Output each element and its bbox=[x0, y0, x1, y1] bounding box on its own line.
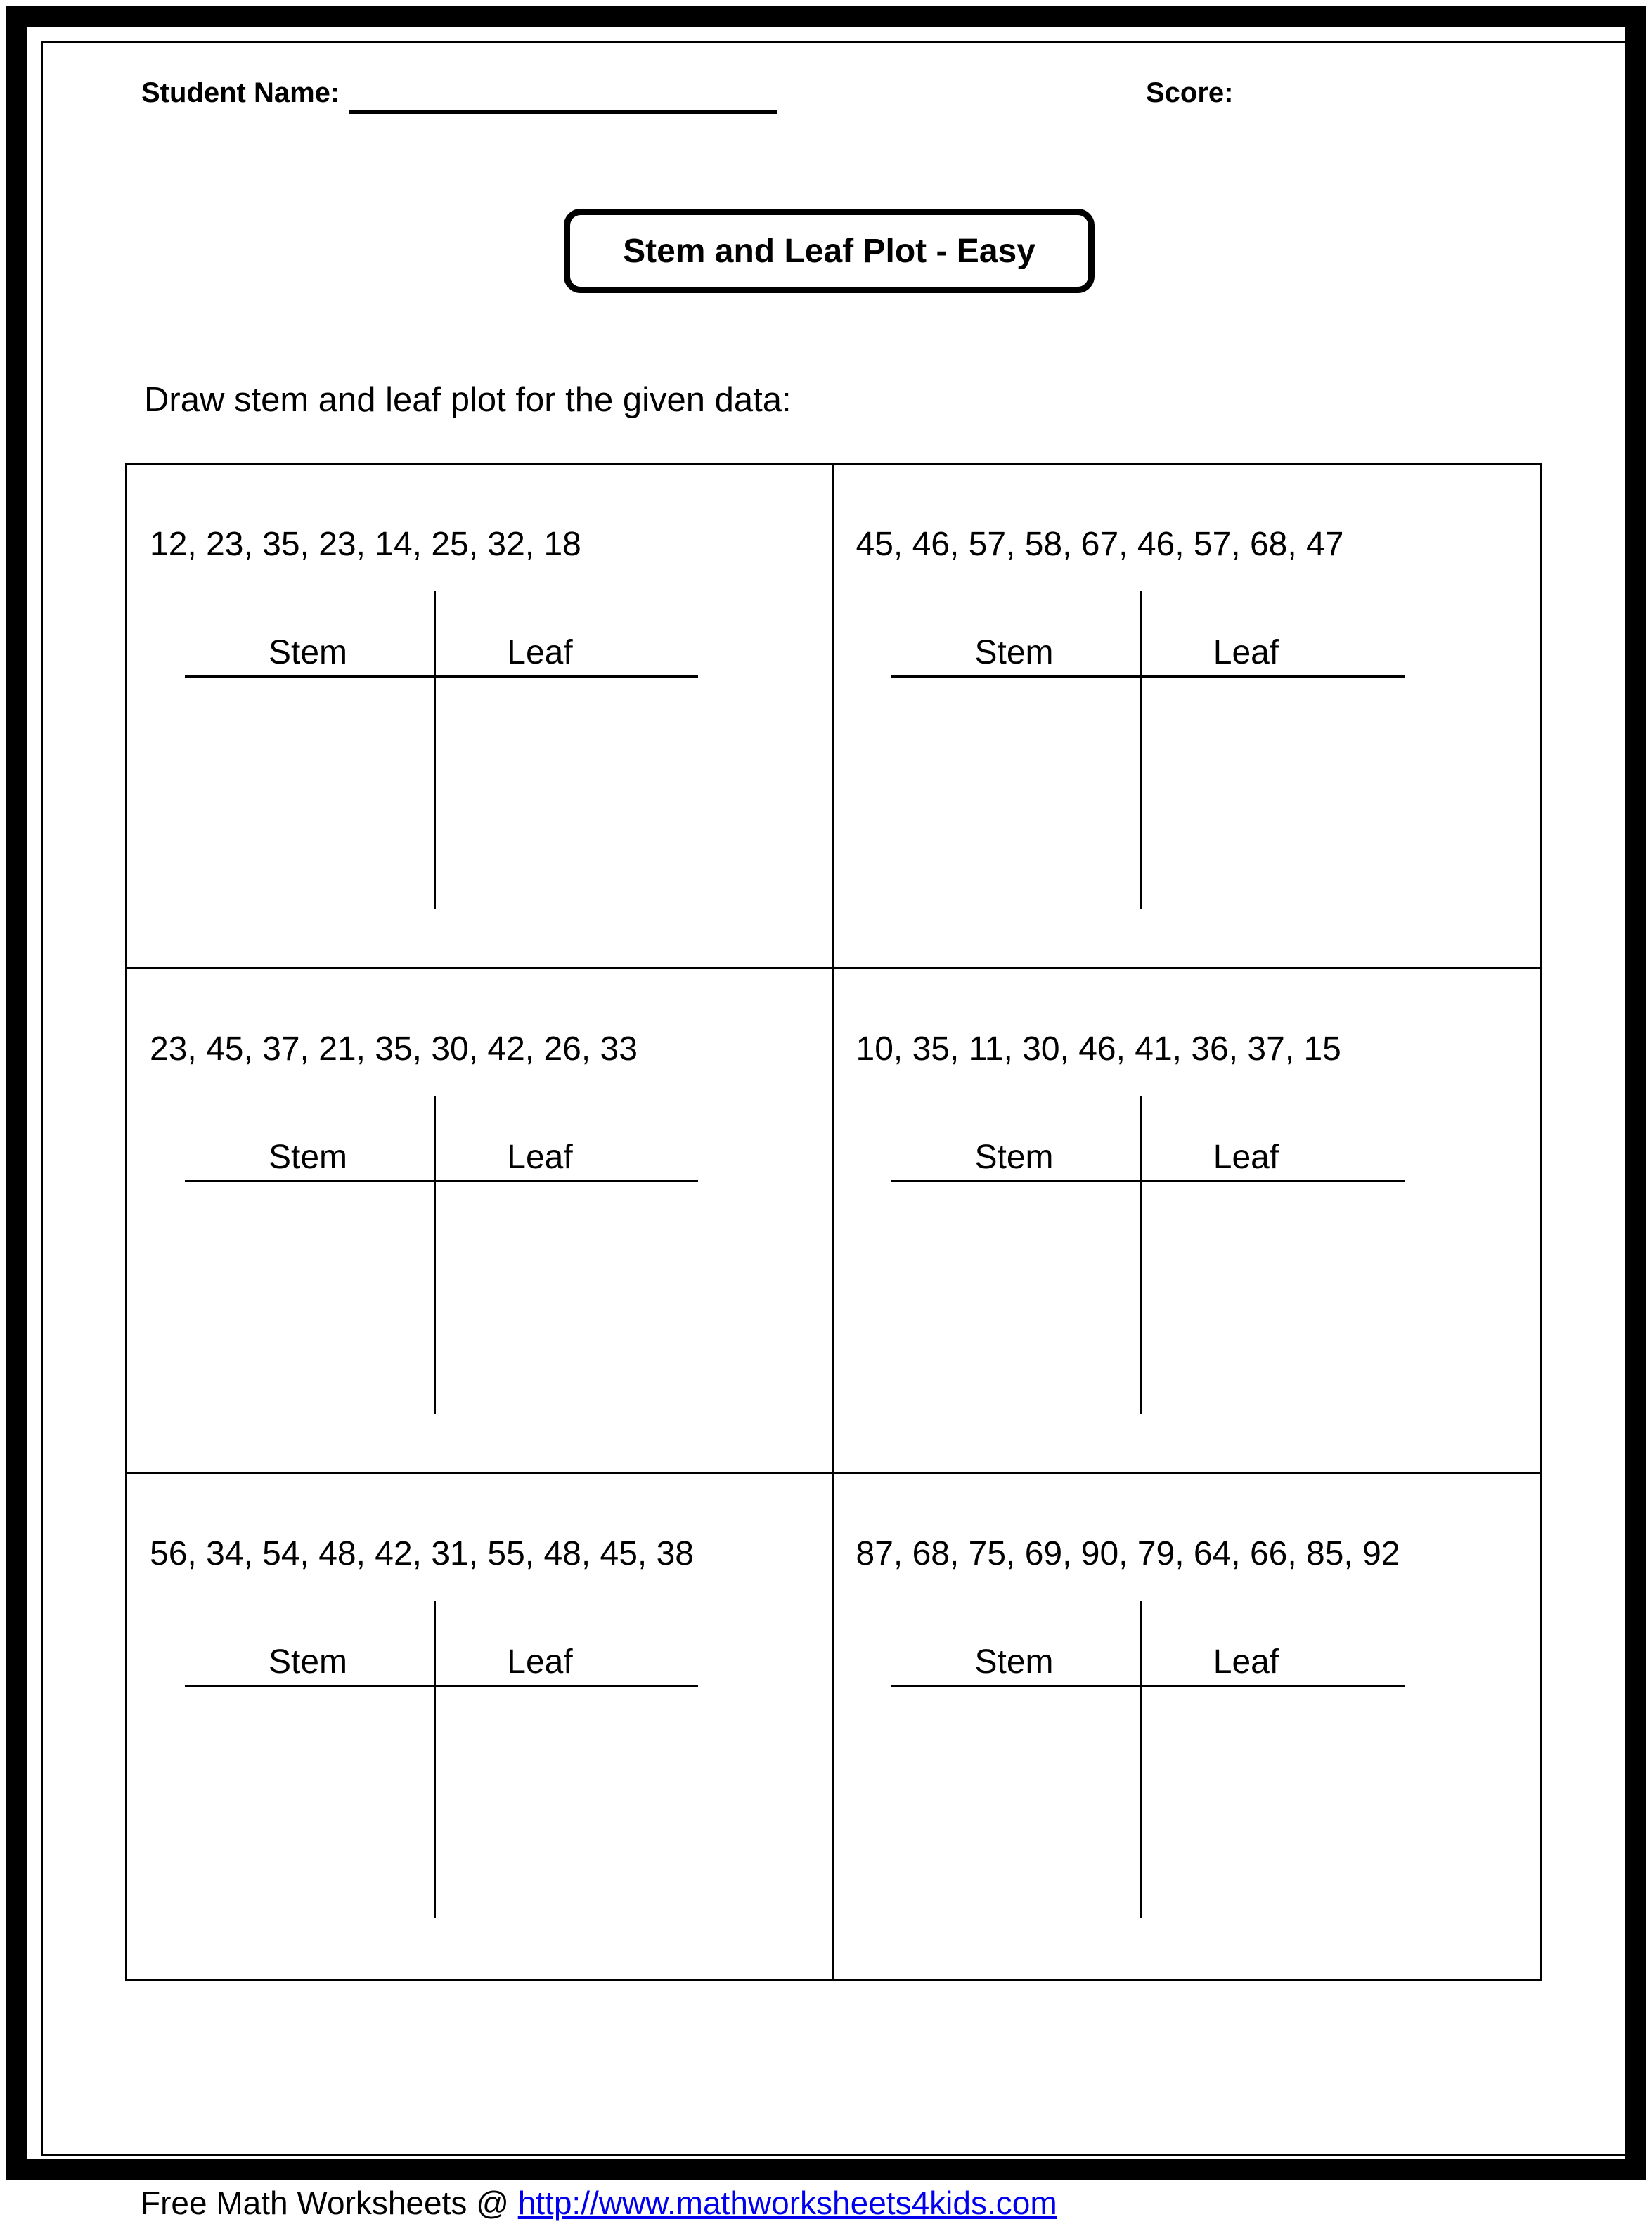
stem-column-label: Stem bbox=[974, 1643, 1054, 1681]
problem-data: 87, 68, 75, 69, 90, 79, 64, 66, 85, 92 bbox=[856, 1535, 1400, 1572]
stem-column-label: Stem bbox=[268, 1139, 348, 1176]
stem-leaf-header-line bbox=[891, 675, 1405, 678]
stem-leaf-chart bbox=[185, 1600, 698, 1918]
title-box bbox=[564, 209, 1095, 293]
stem-leaf-header-line bbox=[185, 1685, 698, 1687]
stem-leaf-chart bbox=[891, 1600, 1405, 1918]
student-name-label: Student Name: bbox=[141, 77, 340, 108]
problem-data: 12, 23, 35, 23, 14, 25, 32, 18 bbox=[150, 526, 581, 563]
leaf-column-label: Leaf bbox=[507, 634, 573, 671]
stem-leaf-chart bbox=[891, 1096, 1405, 1414]
problem-cell-1 bbox=[127, 465, 834, 969]
problems-grid bbox=[125, 463, 1542, 1981]
footer-credit bbox=[141, 2183, 1057, 2223]
leaf-column-label: Leaf bbox=[507, 1139, 573, 1176]
page-title: Stem and Leaf Plot - Easy bbox=[623, 232, 1035, 270]
stem-leaf-header-line bbox=[185, 1180, 698, 1182]
stem-leaf-header-line bbox=[891, 1180, 1405, 1182]
problem-cell-4 bbox=[834, 969, 1540, 1474]
stem-leaf-divider-line bbox=[434, 1600, 436, 1918]
stem-leaf-divider-line bbox=[1140, 591, 1142, 909]
problem-data: 23, 45, 37, 21, 35, 30, 42, 26, 33 bbox=[150, 1030, 638, 1068]
stem-leaf-divider-line bbox=[434, 1096, 436, 1414]
stem-leaf-chart bbox=[185, 1096, 698, 1414]
leaf-column-label: Leaf bbox=[1213, 1643, 1279, 1681]
footer-link[interactable]: http://www.mathworksheets4kids.com bbox=[517, 2185, 1057, 2221]
stem-leaf-chart bbox=[185, 591, 698, 909]
score-label: Score: bbox=[1146, 77, 1234, 108]
stem-column-label: Stem bbox=[974, 634, 1054, 671]
problem-data: 56, 34, 54, 48, 42, 31, 55, 48, 45, 38 bbox=[150, 1535, 694, 1572]
problem-cell-2 bbox=[834, 465, 1540, 969]
problem-cell-6 bbox=[834, 1474, 1540, 1979]
stem-column-label: Stem bbox=[268, 634, 348, 671]
stem-leaf-divider-line bbox=[1140, 1096, 1142, 1414]
stem-leaf-header-line bbox=[185, 675, 698, 678]
problem-cell-3 bbox=[127, 969, 834, 1474]
stem-leaf-divider-line bbox=[1140, 1600, 1142, 1918]
stem-column-label: Stem bbox=[268, 1643, 348, 1681]
stem-leaf-divider-line bbox=[434, 591, 436, 909]
student-name-blank-line bbox=[349, 84, 777, 114]
leaf-column-label: Leaf bbox=[1213, 634, 1279, 671]
problem-data: 45, 46, 57, 58, 67, 46, 57, 68, 47 bbox=[856, 526, 1344, 563]
footer-text: Free Math Worksheets @ bbox=[141, 2185, 518, 2221]
stem-column-label: Stem bbox=[974, 1139, 1054, 1176]
leaf-column-label: Leaf bbox=[1213, 1139, 1279, 1176]
leaf-column-label: Leaf bbox=[507, 1643, 573, 1681]
stem-leaf-header-line bbox=[891, 1685, 1405, 1687]
problem-data: 10, 35, 11, 30, 46, 41, 36, 37, 15 bbox=[856, 1030, 1341, 1068]
stem-leaf-chart bbox=[891, 591, 1405, 909]
instruction-text: Draw stem and leaf plot for the given data: bbox=[144, 381, 792, 419]
problem-cell-5 bbox=[127, 1474, 834, 1979]
